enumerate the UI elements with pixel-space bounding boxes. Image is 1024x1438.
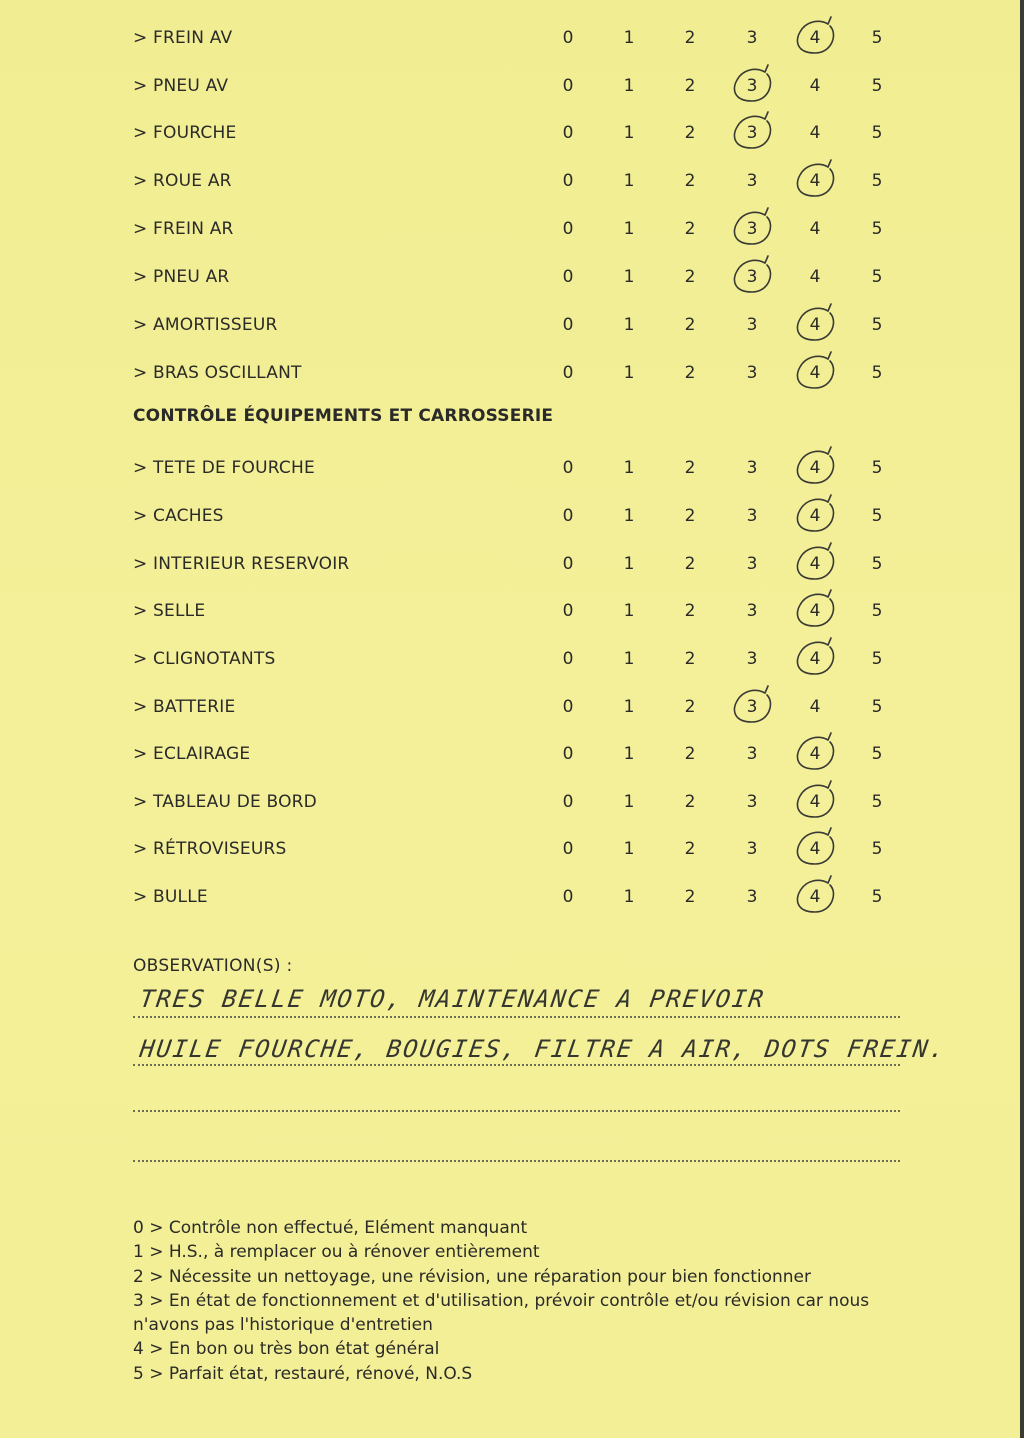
rating-row-label: > FOURCHE xyxy=(133,123,237,143)
score-option: 0 xyxy=(562,171,574,191)
score-option: 0 xyxy=(562,792,574,812)
score-option: 0 xyxy=(562,315,574,335)
score-option: 5 xyxy=(871,76,883,96)
observation-line-1: TRES BELLE MOTO, MAINTENANCE A PREVOIR xyxy=(138,985,768,1013)
score-option: 0 xyxy=(562,219,574,239)
score-option: 3 xyxy=(746,219,758,239)
score-option: 5 xyxy=(871,887,883,907)
score-option: 2 xyxy=(684,171,696,191)
score-option: 2 xyxy=(684,458,696,478)
score-option: 2 xyxy=(684,792,696,812)
rating-row-label: > TABLEAU DE BORD xyxy=(133,792,317,812)
score-option: 2 xyxy=(684,28,696,48)
score-option: 0 xyxy=(562,839,574,859)
observations-title: OBSERVATION(S) : xyxy=(133,956,293,976)
score-option: 3 xyxy=(746,601,758,621)
selection-circle xyxy=(734,112,770,148)
score-option: 4 xyxy=(809,744,821,764)
score-option: 4 xyxy=(809,363,821,383)
score-option: 5 xyxy=(871,219,883,239)
score-option: 0 xyxy=(562,649,574,669)
score-option: 5 xyxy=(871,792,883,812)
score-option: 4 xyxy=(809,219,821,239)
selection-circle xyxy=(797,828,833,864)
legend-item: 4 > En bon ou très bon état général xyxy=(133,1339,440,1360)
score-option: 5 xyxy=(871,839,883,859)
score-option: 5 xyxy=(871,315,883,335)
score-option: 0 xyxy=(562,554,574,574)
score-option: 0 xyxy=(562,267,574,287)
score-option: 3 xyxy=(746,744,758,764)
legend-item: 5 > Parfait état, restauré, rénové, N.O.S xyxy=(133,1363,473,1384)
score-option: 1 xyxy=(623,267,635,287)
selection-circle xyxy=(797,447,833,483)
dotted-line-4 xyxy=(133,1160,900,1162)
rating-row-label: > BULLE xyxy=(133,887,208,907)
score-option: 0 xyxy=(562,458,574,478)
score-option: 3 xyxy=(746,649,758,669)
rating-row-label: > AMORTISSEUR xyxy=(133,315,278,335)
score-option: 1 xyxy=(623,792,635,812)
score-option: 1 xyxy=(623,315,635,335)
dotted-line-1 xyxy=(133,1016,900,1018)
dotted-line-3 xyxy=(133,1110,900,1112)
score-option: 5 xyxy=(871,697,883,717)
score-option: 4 xyxy=(809,458,821,478)
score-option: 3 xyxy=(746,697,758,717)
score-option: 1 xyxy=(623,363,635,383)
selection-circle xyxy=(797,781,833,817)
score-option: 5 xyxy=(871,649,883,669)
score-option: 0 xyxy=(562,123,574,143)
score-option: 2 xyxy=(684,123,696,143)
score-option: 4 xyxy=(809,76,821,96)
score-option: 0 xyxy=(562,697,574,717)
score-option: 3 xyxy=(746,171,758,191)
score-option: 4 xyxy=(809,649,821,669)
score-option: 5 xyxy=(871,744,883,764)
selection-circle xyxy=(797,638,833,674)
score-option: 2 xyxy=(684,267,696,287)
rating-row-label: > RÉTROVISEURS xyxy=(133,839,287,859)
score-option: 4 xyxy=(809,697,821,717)
rating-legend xyxy=(133,1216,913,1386)
score-option: 2 xyxy=(684,601,696,621)
legend-item: 3 > En état de fonctionnement et d'utilisation, prévoir contrôle et/ou révision car nous n'avons pas l'historique d'entretien xyxy=(133,1290,870,1336)
score-option: 3 xyxy=(746,315,758,335)
selection-circle xyxy=(797,17,833,53)
score-option: 1 xyxy=(623,601,635,621)
selection-circle xyxy=(797,733,833,769)
score-option: 3 xyxy=(746,28,758,48)
score-option: 5 xyxy=(871,506,883,526)
selection-circle xyxy=(734,256,770,292)
rating-row-label: > SELLE xyxy=(133,601,206,621)
selection-circle xyxy=(734,686,770,722)
score-option: 0 xyxy=(562,601,574,621)
score-option: 2 xyxy=(684,744,696,764)
score-option: 4 xyxy=(809,171,821,191)
score-option: 5 xyxy=(871,171,883,191)
score-option: 2 xyxy=(684,887,696,907)
score-option: 2 xyxy=(684,697,696,717)
score-option: 1 xyxy=(623,28,635,48)
score-option: 1 xyxy=(623,506,635,526)
score-option: 1 xyxy=(623,458,635,478)
score-option: 4 xyxy=(809,839,821,859)
rating-row-label: > INTERIEUR RESERVOIR xyxy=(133,554,350,574)
score-option: 3 xyxy=(746,76,758,96)
score-option: 2 xyxy=(684,363,696,383)
section-title-equipment: CONTRÔLE ÉQUIPEMENTS ET CARROSSERIE xyxy=(133,406,554,426)
score-option: 0 xyxy=(562,506,574,526)
score-option: 2 xyxy=(684,554,696,574)
score-option: 1 xyxy=(623,649,635,669)
score-option: 4 xyxy=(809,554,821,574)
score-option: 1 xyxy=(623,123,635,143)
score-option: 5 xyxy=(871,363,883,383)
score-option: 1 xyxy=(623,744,635,764)
score-option: 2 xyxy=(684,839,696,859)
score-option: 1 xyxy=(623,171,635,191)
score-option: 0 xyxy=(562,76,574,96)
score-option: 3 xyxy=(746,554,758,574)
rating-row-label: > ROUE AR xyxy=(133,171,232,191)
score-option: 1 xyxy=(623,839,635,859)
rating-row-label: > CLIGNOTANTS xyxy=(133,649,276,669)
legend-item: 1 > H.S., à remplacer ou à rénover entièrement xyxy=(133,1242,540,1263)
score-option: 4 xyxy=(809,601,821,621)
selection-circle xyxy=(797,590,833,626)
score-option: 0 xyxy=(562,887,574,907)
score-option: 2 xyxy=(684,315,696,335)
score-option: 3 xyxy=(746,506,758,526)
selection-circle xyxy=(734,208,770,244)
score-option: 1 xyxy=(623,697,635,717)
rating-row-label: > FREIN AV xyxy=(133,28,233,48)
rating-row-label: > TETE DE FOURCHE xyxy=(133,458,315,478)
score-option: 4 xyxy=(809,28,821,48)
dotted-line-2 xyxy=(133,1064,900,1066)
score-option: 3 xyxy=(746,363,758,383)
score-option: 5 xyxy=(871,554,883,574)
rating-row-label: > CACHES xyxy=(133,506,224,526)
score-option: 0 xyxy=(562,744,574,764)
score-option: 5 xyxy=(871,458,883,478)
score-option: 2 xyxy=(684,76,696,96)
observation-line-2: HUILE FOURCHE, BOUGIES, FILTRE A AIR, DOTS FREIN. xyxy=(138,1035,948,1063)
score-option: 5 xyxy=(871,123,883,143)
score-option: 4 xyxy=(809,792,821,812)
score-option: 1 xyxy=(623,219,635,239)
score-option: 5 xyxy=(871,267,883,287)
score-option: 2 xyxy=(684,219,696,239)
score-option: 0 xyxy=(562,28,574,48)
rating-row-label: > PNEU AV xyxy=(133,76,229,96)
score-option: 2 xyxy=(684,649,696,669)
score-option: 1 xyxy=(623,887,635,907)
score-option: 3 xyxy=(746,839,758,859)
legend-item: 2 > Nécessite un nettoyage, une révision, une réparation pour bien fonctionner xyxy=(133,1266,811,1287)
legend-item: 0 > Contrôle non effectué, Elément manquant xyxy=(133,1218,528,1238)
score-option: 5 xyxy=(871,28,883,48)
rating-row-label: > BRAS OSCILLANT xyxy=(133,363,302,383)
score-option: 4 xyxy=(809,123,821,143)
rating-row-label: > BATTERIE xyxy=(133,697,236,717)
score-option: 1 xyxy=(623,76,635,96)
score-option: 3 xyxy=(746,887,758,907)
score-option: 1 xyxy=(623,554,635,574)
score-option: 3 xyxy=(746,458,758,478)
selection-circle xyxy=(734,65,770,101)
selection-circle xyxy=(797,876,833,912)
selection-circle xyxy=(797,352,833,388)
score-option: 3 xyxy=(746,267,758,287)
score-option: 4 xyxy=(809,315,821,335)
score-option: 4 xyxy=(809,506,821,526)
score-option: 3 xyxy=(746,123,758,143)
rating-row-label: > PNEU AR xyxy=(133,267,230,287)
score-option: 3 xyxy=(746,792,758,812)
score-option: 4 xyxy=(809,887,821,907)
score-option: 4 xyxy=(809,267,821,287)
score-option: 5 xyxy=(871,601,883,621)
selection-circle xyxy=(797,543,833,579)
selection-circle xyxy=(797,160,833,196)
score-option: 2 xyxy=(684,506,696,526)
selection-circle xyxy=(797,495,833,531)
rating-row-label: > FREIN AR xyxy=(133,219,234,239)
rating-row-label: > ECLAIRAGE xyxy=(133,744,251,764)
score-option: 0 xyxy=(562,363,574,383)
selection-circle xyxy=(797,304,833,340)
